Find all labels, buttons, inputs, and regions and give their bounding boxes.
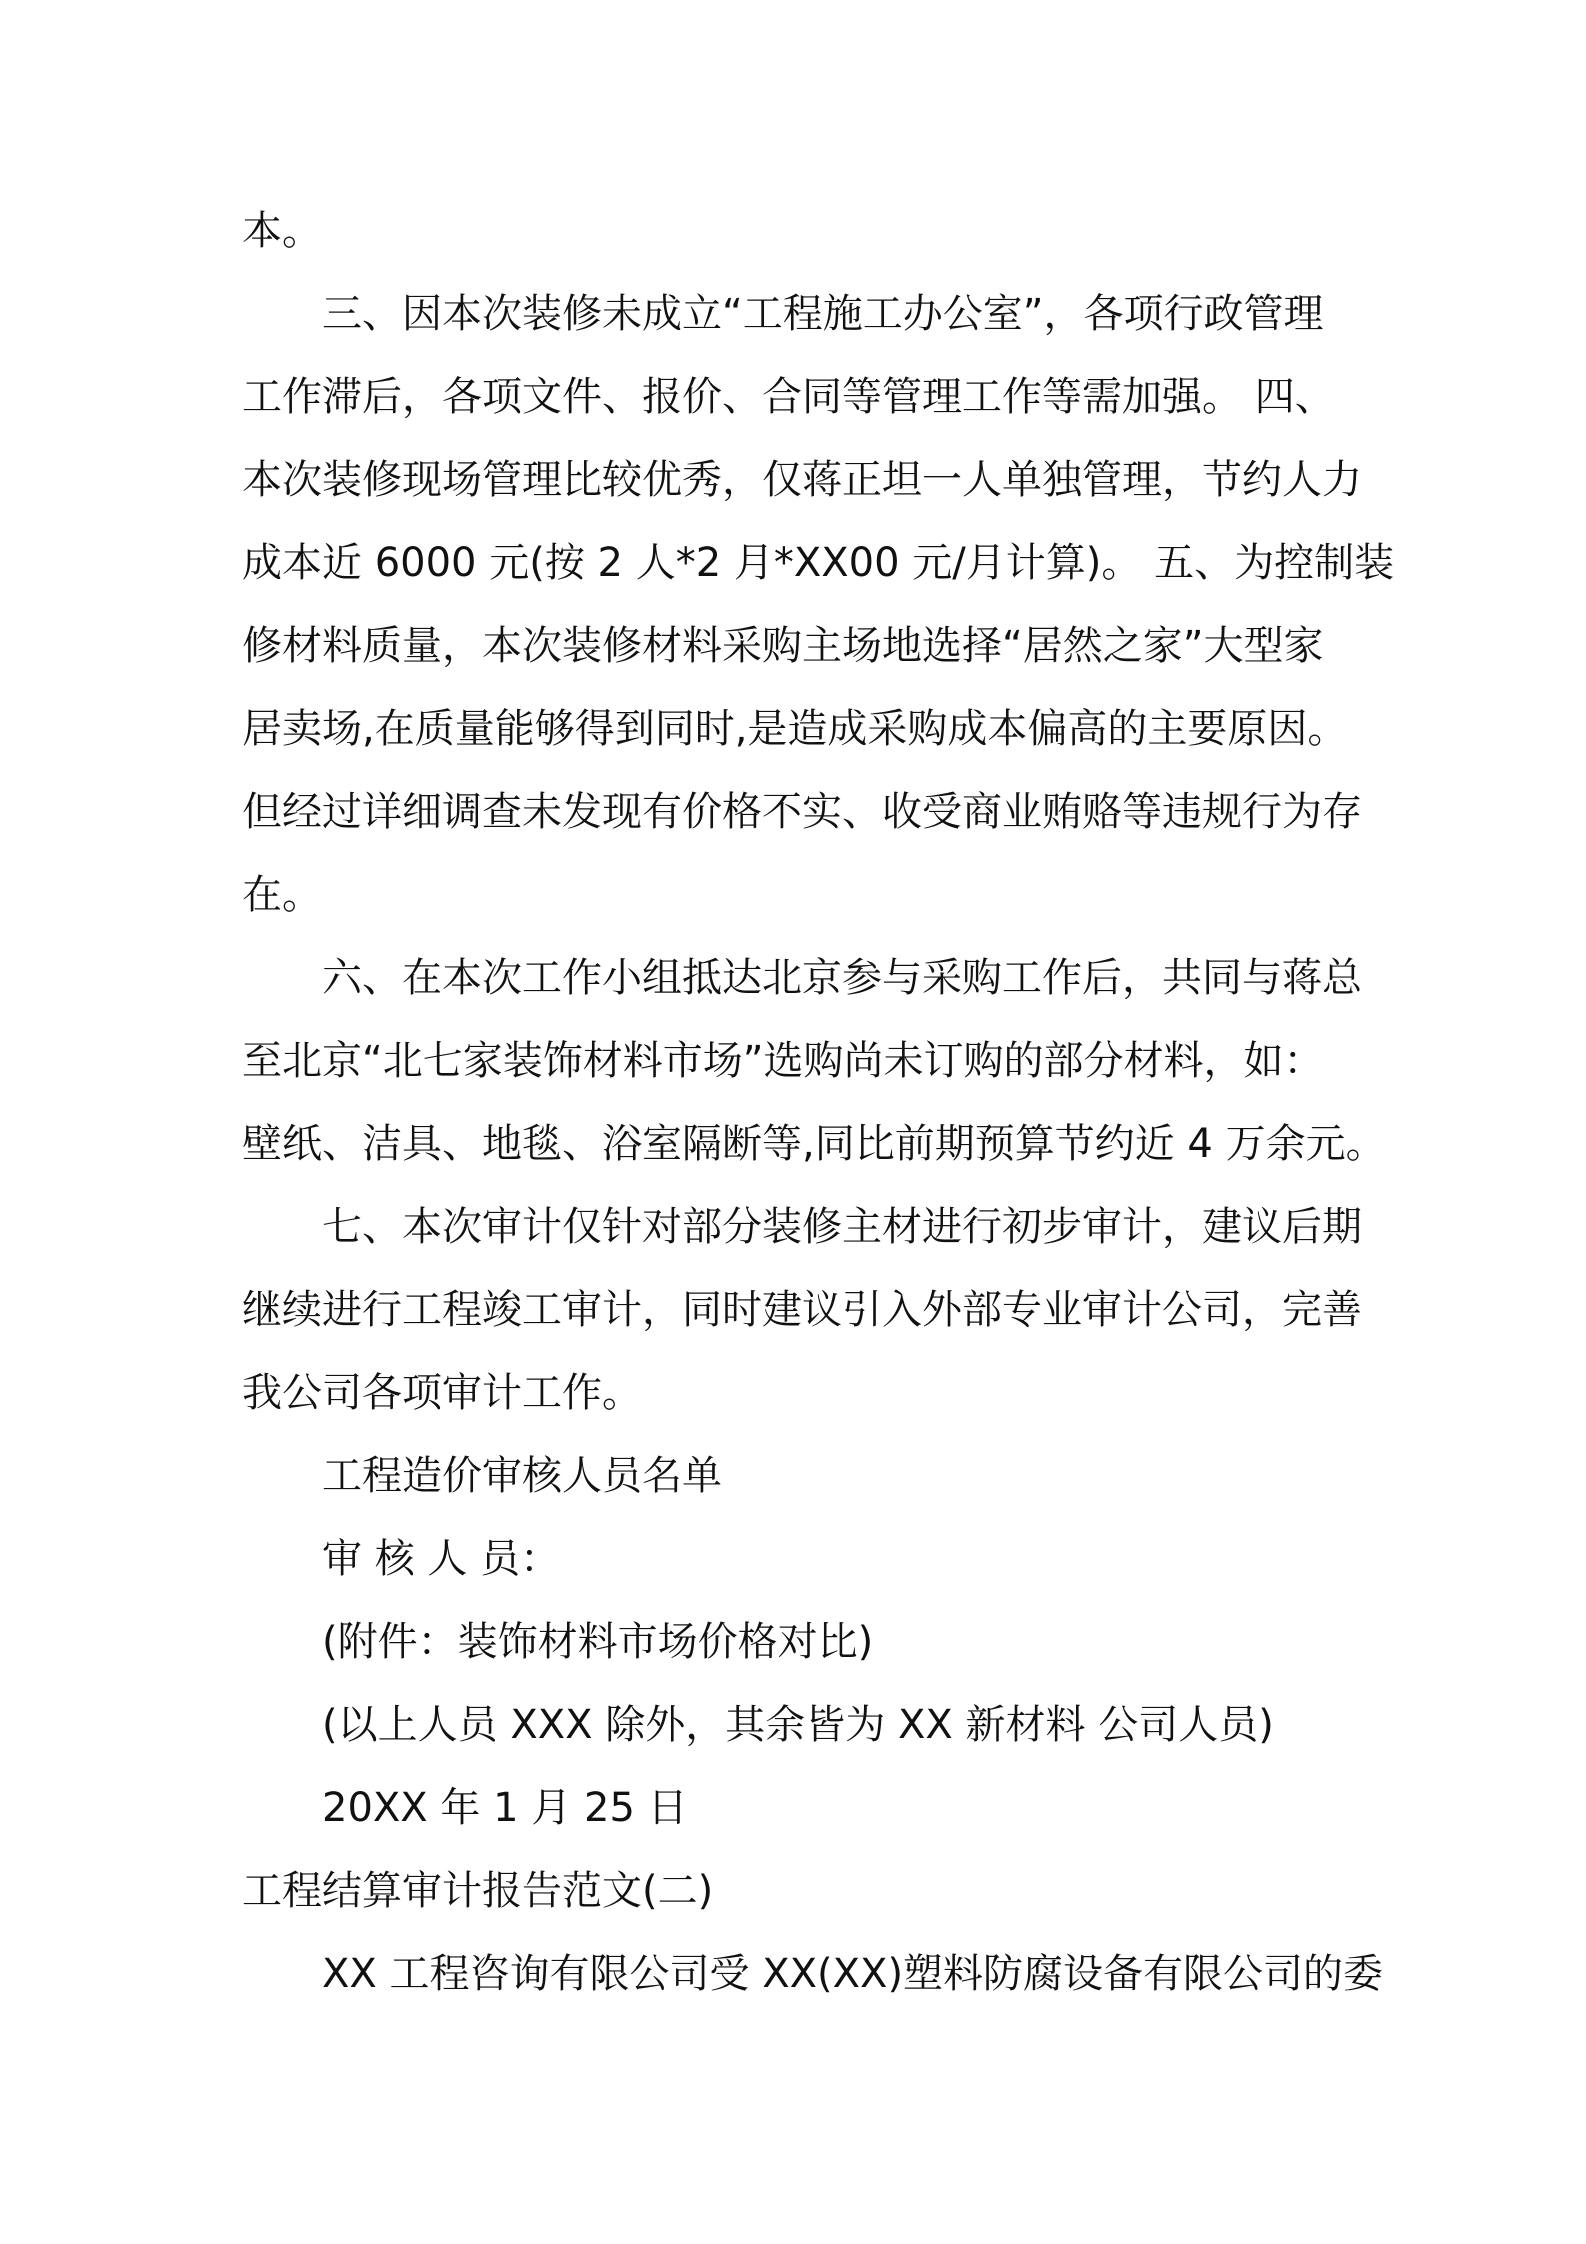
- text-line: 至北京“北七家装饰材料市场”选购尚未订购的部分材料，如：: [242, 1038, 1324, 1084]
- text-line: XX 工程咨询有限公司受 XX(XX)塑料防腐设备有限公司的委: [322, 1951, 1384, 1997]
- text-line: 六、在本次工作小组抵达北京参与采购工作后，共同与蒋总: [322, 955, 1362, 1001]
- text-line: 但经过详细调查未发现有价格不实、收受商业贿赂等违规行为存: [242, 789, 1362, 835]
- reviewer-label: 审 核 人 员：: [322, 1536, 561, 1582]
- text-line: 我公司各项审计工作。: [242, 1370, 642, 1416]
- text-line: 成本近 6000 元(按 2 人*2 月*XX00 元/月计算)。 五、为控制装: [242, 540, 1395, 586]
- text-line: 本。: [242, 208, 322, 254]
- date-line: 20XX 年 1 月 25 日: [322, 1785, 688, 1831]
- text-line: 壁纸、洁具、地毯、浴室隔断等,同比前期预算节约近 4 万余元。: [242, 1121, 1386, 1167]
- text-line: 七、本次审计仅针对部分装修主材进行初步审计，建议后期: [322, 1204, 1362, 1250]
- document-title: 工程结算审计报告范文(二): [242, 1868, 714, 1914]
- personnel-note: (以上人员 XXX 除外，其余皆为 XX 新材料 公司人员): [322, 1702, 1274, 1748]
- text-line: 继续进行工程竣工审计，同时建议引入外部专业审计公司，完善: [242, 1287, 1362, 1333]
- section-heading: 工程造价审核人员名单: [322, 1453, 722, 1499]
- text-line: 在。: [242, 872, 322, 918]
- text-line: 居卖场,在质量能够得到同时,是造成采购成本偏高的主要原因。: [242, 706, 1348, 752]
- text-line: 本次装修现场管理比较优秀，仅蒋正坦一人单独管理，节约人力: [242, 457, 1362, 503]
- text-line: 修材料质量，本次装修材料采购主场地选择“居然之家”大型家: [242, 623, 1324, 669]
- document-body: [242, 190, 1395, 2016]
- text-line: 三、因本次装修未成立“工程施工办公室”，各项行政管理: [322, 291, 1324, 337]
- attachment-note: (附件：装饰材料市场价格对比): [322, 1619, 874, 1665]
- text-line: 工作滞后，各项文件、报价、合同等管理工作等需加强。 四、: [242, 374, 1335, 420]
